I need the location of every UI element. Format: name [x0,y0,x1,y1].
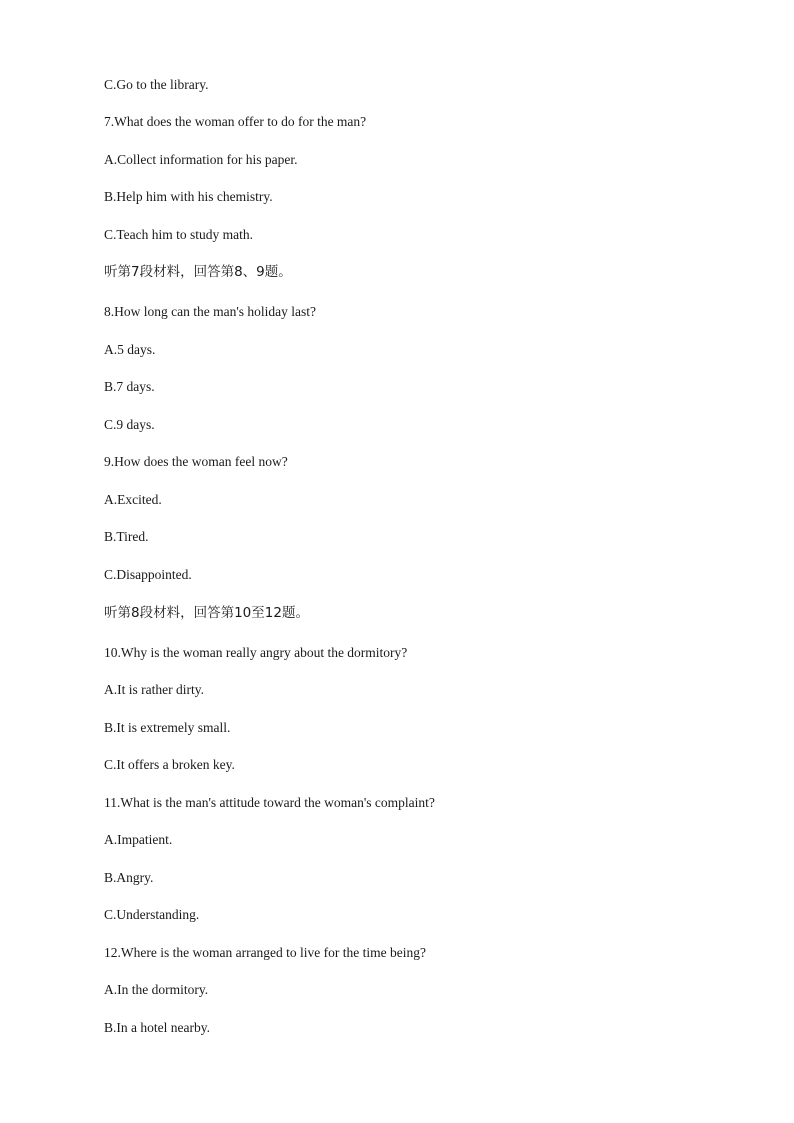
option-a-q8: A.5 days. [104,342,156,357]
option-c-q10: C.It offers a broken key. [104,757,235,772]
section-instruction-8: 听第8段材料，回答第10至12题。 [104,605,309,621]
question-9: 9.How does the woman feel now? [104,454,288,469]
question-12: 12.Where is the woman arranged to live for the time being? [104,945,427,960]
option-a-q7: A.Collect information for his paper. [104,152,298,167]
option-c-q7: C.Teach him to study math. [104,227,254,242]
question-7: 7.What does the woman offer to do for the man? [104,114,367,129]
option-a-q11: A.Impatient. [104,832,173,847]
option-b-q10: B.It is extremely small. [104,720,231,735]
option-b-q12: B.In a hotel nearby. [104,1020,210,1035]
option-a-q12: A.In the dormitory. [104,982,209,997]
option-c-q9: C.Disappointed. [104,567,192,582]
option-a-q9: A.Excited. [104,492,162,507]
option-b-q11: B.Angry. [104,870,154,885]
option-b-q8: B.7 days. [104,379,155,394]
option-c-q8: C.9 days. [104,417,155,432]
option-b-q7: B.Help him with his chemistry. [104,189,273,204]
option-a-q10: A.It is rather dirty. [104,682,204,697]
section-instruction-7: 听第7段材料，回答第8、9题。 [104,264,292,280]
question-10: 10.Why is the woman really angry about the dormitory? [104,645,408,660]
option-b-q9: B.Tired. [104,529,149,544]
question-11: 11.What is the man's attitude toward the woman's complaint? [104,795,435,810]
question-8: 8.How long can the man's holiday last? [104,304,317,319]
option-c-q6: C.Go to the library. [104,77,209,92]
option-c-q11: C.Understanding. [104,907,200,922]
